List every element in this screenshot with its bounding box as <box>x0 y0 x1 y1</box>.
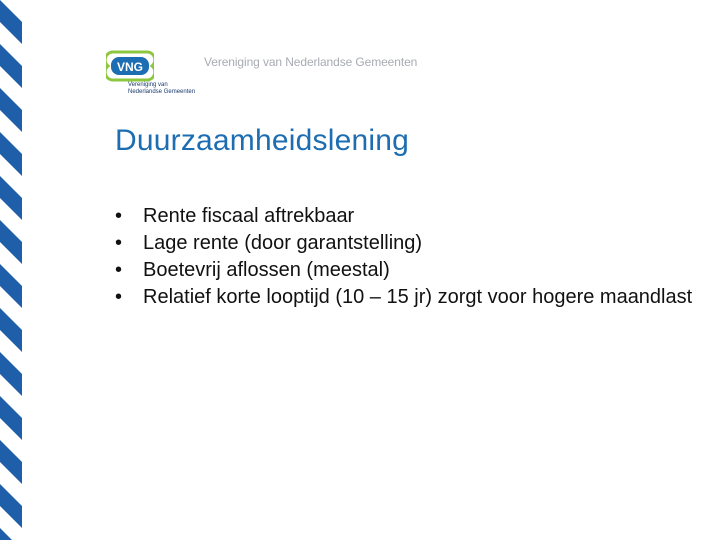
bullet-text: Boetevrij aflossen (meestal) <box>143 259 390 281</box>
bullet-list <box>115 203 695 311</box>
decorative-stripes <box>0 0 22 540</box>
bullet-text: Rente fiscaal aftrekbaar <box>143 205 355 227</box>
bullet-marker: • <box>115 205 123 227</box>
bullet-item <box>115 230 695 257</box>
bullet-text: Relatief korte looptijd (10 – 15 jr) zorgt voor hogere maandlast <box>143 286 693 308</box>
slide-title: Duurzaamheidslening <box>115 124 409 157</box>
organization-name: Vereniging van Nederlandse Gemeenten <box>204 55 418 69</box>
bullet-text: Lage rente (door garantstelling) <box>143 232 423 254</box>
bullet-item <box>115 284 695 311</box>
bullet-item <box>115 257 695 284</box>
bullet-item <box>115 203 695 230</box>
bullet-marker: • <box>115 232 123 254</box>
bullet-marker: • <box>115 259 123 281</box>
logo-text: VNG <box>116 60 144 74</box>
logo-tagline: Vereniging van Nederlandse Gemeenten <box>128 82 196 95</box>
bullet-marker: • <box>115 286 123 308</box>
vng-logo <box>106 44 198 96</box>
